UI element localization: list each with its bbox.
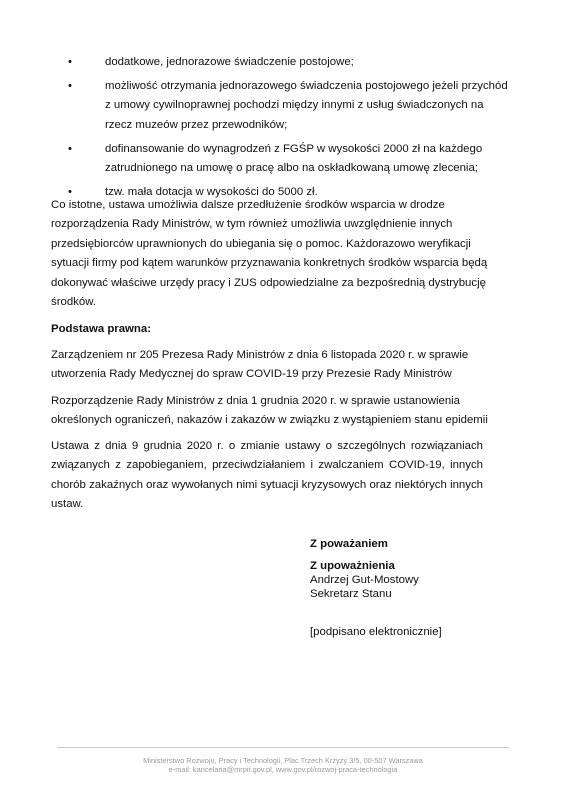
list-item bbox=[68, 77, 508, 135]
signatory-role: Sekretarz Stanu bbox=[310, 588, 392, 600]
legal-basis-item: Ustawa z dnia 9 grudnia 2020 r. o zmianie ustawy o szczególnych rozwiązaniach związanych z zapobieganiem, przeciwdziałaniem i zwalczaniem COVID-19, innych chorób zakaźnych oraz wywołanych nimi sytuacji kryzysowych oraz niektórych innych ustaw. bbox=[51, 440, 483, 511]
support-measures-list bbox=[68, 53, 508, 207]
bullet-icon: • bbox=[68, 56, 72, 68]
legal-basis-heading: Podstawa prawna: bbox=[51, 323, 152, 335]
footer-divider bbox=[57, 747, 509, 748]
bullet-icon: • bbox=[68, 142, 72, 155]
signature-greeting: Z poważaniem bbox=[310, 538, 388, 550]
signature-authorization: Z upoważnienia bbox=[310, 560, 395, 572]
legal-basis-item: Rozporządzenie Rady Ministrów z dnia 1 grudnia 2020 r. w sprawie ustanowienia określonych ograniczeń, nakazów i zakazów w związku z wystąpieniem stanu epidemii bbox=[51, 395, 488, 427]
list-item-text: dofinansowanie do wynagrodzeń z FGŚP w wysokości 2000 zł na każdego zatrudnionego na umowę o pracę albo na oskładkowaną umowę zlecenia; bbox=[105, 142, 483, 175]
footer-contact: e-mail: kancelaria@mrpit.gov.pl, www.gov.pl/rozwoj-praca-technologia bbox=[168, 765, 398, 774]
legal-basis-item: Zarządzeniem nr 205 Prezesa Rady Ministrów z dnia 6 listopada 2020 r. w sprawie utworzenia Rady Medycznej do spraw COVID-19 przy Prezesie Rady Ministrów bbox=[51, 349, 469, 381]
list-item-text: tzw. mała dotacja w wysokości do 5000 zł. bbox=[105, 185, 318, 198]
list-item bbox=[68, 140, 508, 179]
electronic-signature-note: [podpisano elektronicznie] bbox=[310, 626, 442, 638]
footer-address: Ministerstwo Rozwoju, Pracy i Technologii, Plac Trzech Krzyży 3/5, 00-507 Warszawa bbox=[143, 756, 423, 765]
list-item bbox=[68, 53, 508, 72]
bullet-icon: • bbox=[68, 79, 72, 92]
list-item-text: możliwość otrzymania jednorazowego świadczenia postojowego jeżeli przychód z umowy cywilnoprawnej pochodzi między innymi z usług świadczonych na rzecz muzeów przez przewodników; bbox=[105, 79, 508, 131]
main-paragraph: Co istotne, ustawa umożliwia dalsze przedłużenie środków wsparcia w drodze rozporządzenia Rady Ministrów, w tym również umożliwia uwzględnienie innych przedsiębiorców uprawnionych do ubiegania się o pomoc. Każdorazowo weryfikacji sytuacji firmy pod kątem warunków przyznawania konkretnych środków wsparcia będą dokonywać właściwe urzędy pracy i ZUS odpowiedzialne za bezpośrednią dystrybucję środków. bbox=[51, 199, 488, 309]
list-item-text: dodatkowe, jednorazowe świadczenie postojowe; bbox=[105, 56, 354, 68]
bullet-icon: • bbox=[68, 185, 72, 198]
signatory-name: Andrzej Gut-Mostowy bbox=[310, 574, 419, 586]
